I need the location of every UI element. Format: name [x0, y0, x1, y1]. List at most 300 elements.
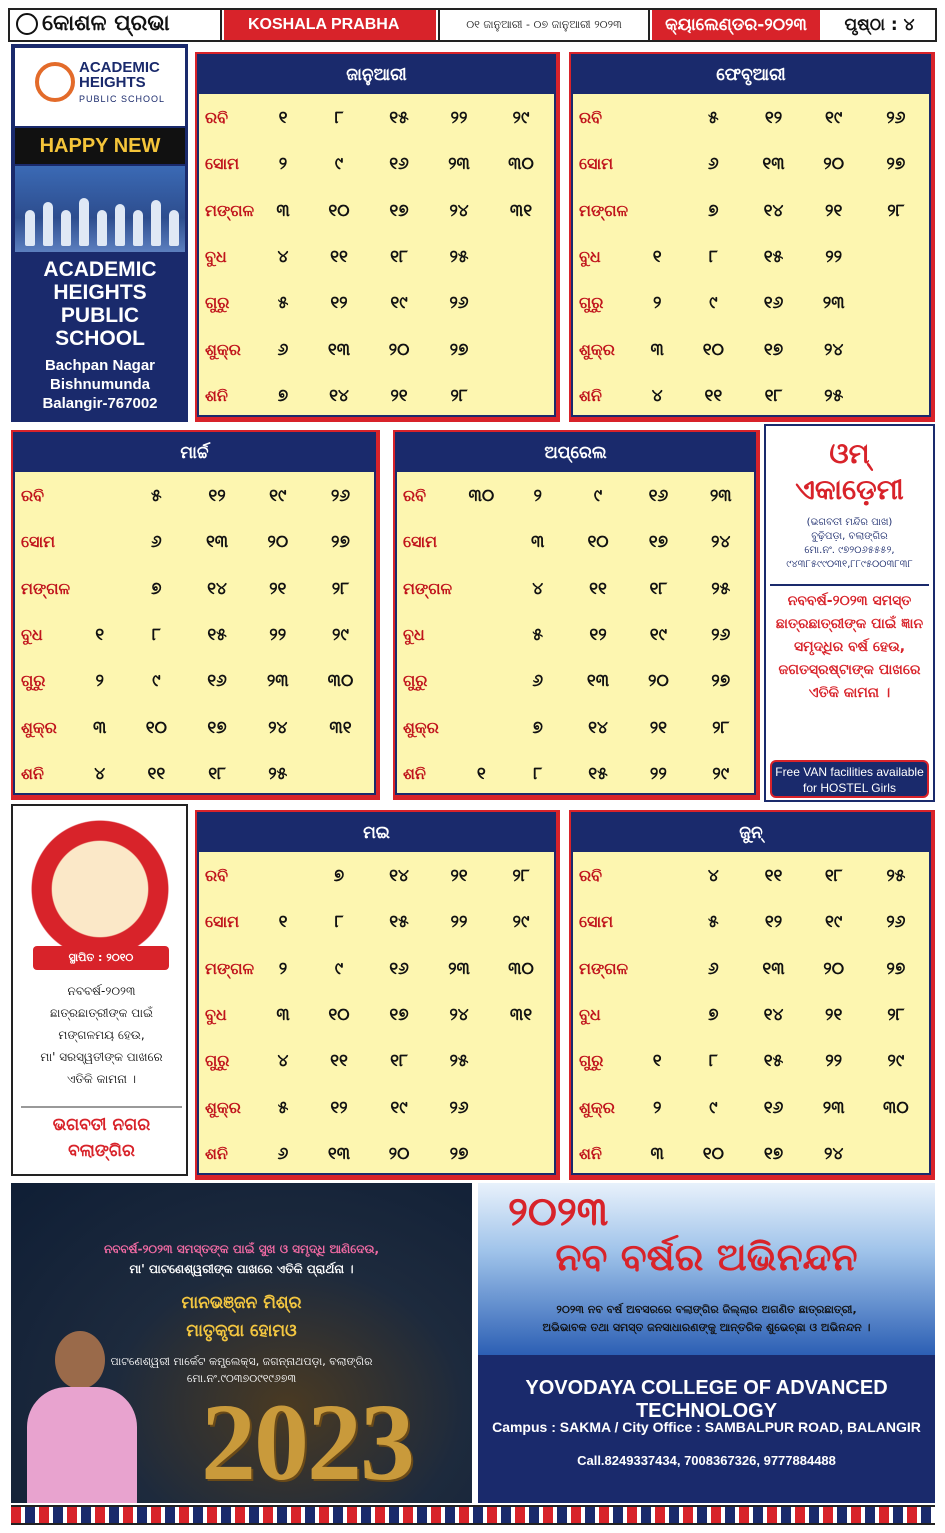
week-row	[199, 378, 554, 424]
date-cell: ୧୦	[328, 200, 350, 221]
date-cell: ୩୦	[468, 486, 495, 506]
mm-line1: ନବବର୍ଷ-୨୦୨୩ ସମସ୍ତଙ୍କ ପାଇଁ ସୁଖ ଓ ସମୃଦ୍ଧି ଆଣିଦେଉ,	[103, 1242, 380, 1256]
addr-line2: Bishnumunda	[50, 376, 150, 393]
date-cell: ୮	[708, 1051, 718, 1072]
week-row	[199, 100, 554, 146]
date-cell: ୬	[707, 154, 719, 175]
week-row	[573, 100, 929, 146]
date-cell: ୧୭	[648, 532, 668, 553]
date-cell: ୭	[151, 578, 162, 599]
week-row	[199, 997, 554, 1043]
date-cell: ୧୯	[649, 624, 668, 645]
weekday-label: ଶନି	[403, 763, 426, 783]
date-cell: ୧୩	[762, 154, 785, 175]
date-cell: ୧୫	[389, 912, 409, 933]
week-row	[573, 951, 929, 997]
date-cell: ୫	[277, 293, 289, 314]
date-cell: ୨୪	[824, 1143, 844, 1164]
weekday-label: ଗୁରୁ	[579, 1051, 604, 1071]
weekday-label: ଶୁକ୍ର	[21, 717, 57, 737]
weekday-label: ସୋମ	[403, 532, 438, 552]
date-cell: ୧୨	[764, 912, 783, 933]
date-cell: ୬	[277, 1143, 289, 1164]
week-row	[573, 332, 929, 378]
date-cell: ୨	[533, 486, 542, 506]
academy-address	[770, 516, 929, 572]
date-cell: ୪	[277, 246, 289, 267]
date-cell: ୧୮	[390, 1051, 408, 1072]
date-cell: ୧୫	[588, 763, 608, 784]
date-cell: ୨୬	[330, 486, 351, 506]
date-cell: ୨୭	[449, 1143, 469, 1164]
yc-title: ନବ ବର୍ଷର ଅଭିନନ୍ଦନ	[555, 1235, 858, 1279]
date-cell: ୨୧	[825, 1004, 843, 1025]
masthead-mark-icon	[16, 13, 38, 35]
date-cell: ୨୨	[825, 246, 843, 267]
issue-dates: ୦୧ ଜାନୁଆରୀ - ୦୭ ଜାନୁଆରୀ ୨୦୨୩	[438, 10, 650, 40]
date-cell: ୧୨	[589, 624, 607, 645]
week-row	[15, 663, 374, 709]
masthead-logo	[10, 10, 222, 40]
date-cell: ୧୩	[762, 958, 785, 979]
date-cell: ୯	[593, 486, 603, 506]
week-row	[573, 1136, 929, 1182]
weekday-label: ଶନି	[579, 385, 602, 405]
date-cell: ୧୭	[763, 339, 784, 360]
date-cell: ୨୦	[388, 1143, 410, 1164]
date-cell: ୧୫	[763, 246, 784, 267]
week-row	[199, 239, 554, 285]
date-cell: ୯	[709, 1097, 718, 1118]
date-cell: ୧୦	[328, 1004, 350, 1025]
college-campus: Campus : SAKMA / City Office : SAMBALPUR ROAD, BALANGIR	[492, 1419, 921, 1435]
week-row	[573, 378, 929, 424]
date-cell: ୨୪	[824, 339, 844, 360]
weekday-label: ମଙ୍ଗଳ	[205, 958, 255, 978]
date-cell: ୩୦	[327, 671, 354, 692]
month-march	[11, 430, 380, 800]
week-row	[15, 617, 374, 663]
date-cell: ୨୦	[823, 958, 845, 979]
weekday-label: ଶନି	[21, 763, 44, 783]
date-cell: ୧୧	[330, 1051, 348, 1072]
week-row	[199, 285, 554, 331]
mm-person-name: ମାନଭଞ୍ଜନ ମିଶ୍ର	[181, 1293, 302, 1313]
ad-vidya-bharati	[11, 804, 188, 1176]
month-title: ଫେବୃଆରୀ	[573, 56, 929, 94]
date-cell: ୭	[333, 866, 345, 886]
date-cell: ୧୯	[269, 486, 287, 506]
month-june	[569, 810, 935, 1180]
addr-line3: Balangir-767002	[42, 395, 158, 412]
date-cell: ୧	[652, 246, 662, 267]
date-cell: ୧୬	[648, 486, 669, 506]
date-cell: ୨୫	[886, 866, 906, 886]
date-cell: ୩୧	[329, 717, 352, 738]
school-address	[15, 356, 185, 413]
date-cell: ୯	[334, 154, 344, 175]
date-cell: ୨୧	[269, 578, 287, 599]
date-cell: ୯	[152, 671, 161, 692]
week-row	[397, 478, 754, 524]
vb-addr2: ବଲାଙ୍ଗିର	[68, 1141, 135, 1161]
week-row	[573, 1090, 929, 1136]
date-cell: ୨୬	[449, 1097, 469, 1118]
date-cell: ୨୬	[711, 624, 731, 645]
date-cell: ୧୦	[145, 717, 167, 738]
estd-ribbon: ସ୍ଥାପିତ : ୨୦୧୦	[33, 946, 169, 970]
masthead-title: କୋଶଳ ପ୍ରଭା	[42, 11, 170, 36]
week-row	[397, 710, 754, 756]
date-cell: ୨୧	[450, 866, 468, 886]
date-cell: ୧୯	[390, 1097, 408, 1118]
week-row	[573, 193, 929, 239]
happy-new-year-banner: HAPPY NEW	[15, 128, 185, 164]
date-cell: ୨୧	[390, 385, 408, 406]
date-cell: ୨୭	[449, 339, 469, 360]
decorative-border	[11, 1505, 935, 1525]
mm-addr1: ପାଟଣେଶ୍ୱରୀ ମାର୍କେଟ କମ୍ପ୍ଲେକ୍ସ, ଜଗନ୍ନାଥପଡ଼ା, ବଲାଙ୍ଗିର	[110, 1355, 373, 1368]
weekday-label: ରବି	[205, 108, 229, 127]
date-cell: ୨୦	[823, 154, 845, 175]
date-cell: ୩୦	[508, 958, 534, 979]
date-cell: ୨୮	[887, 200, 905, 221]
date-cell: ୨୫	[449, 1051, 469, 1072]
week-row	[199, 146, 554, 192]
school-logo-icon	[35, 62, 75, 102]
date-cell: ୨୫	[449, 246, 469, 267]
date-cell: ୩୦	[508, 154, 534, 175]
date-cell: ୭	[708, 200, 719, 221]
date-cell: ୬	[707, 958, 719, 979]
van-facility-badge	[770, 760, 929, 798]
page-header	[8, 8, 937, 42]
date-cell: ୨୩	[448, 958, 470, 979]
date-cell: ୧୮	[764, 385, 783, 406]
week-row	[199, 951, 554, 997]
date-cell: ୪	[94, 763, 106, 784]
month-february	[569, 52, 935, 422]
weekday-label: ଶୁକ୍ର	[579, 339, 615, 359]
week-row	[573, 1043, 929, 1089]
date-cell: ୧୨	[330, 293, 348, 314]
date-cell: ୨୭	[711, 671, 731, 692]
week-row	[397, 571, 754, 617]
month-title: ମଇ	[199, 814, 554, 852]
date-cell: ୨୯	[887, 1051, 905, 1072]
date-cell: ୨୪	[268, 717, 288, 738]
date-cell: ୧୬	[389, 958, 409, 979]
date-cell: ୧୪	[588, 717, 608, 738]
month-grid	[197, 54, 556, 417]
date-cell: ୫	[532, 624, 543, 645]
month-grid	[571, 812, 931, 1175]
weekday-label: ରବି	[579, 108, 603, 127]
logo-line1: ACADEMIC	[79, 59, 160, 76]
date-cell: ୧୩	[327, 339, 351, 360]
weekday-label: ମଙ୍ଗଳ	[579, 958, 629, 978]
week-row	[573, 904, 929, 950]
week-row	[15, 710, 374, 756]
mm-line2: ମା' ପାଟଣେଶ୍ୱରୀଙ୍କ ପାଖରେ ଏତିକି ପ୍ରାର୍ଥନା ।	[129, 1262, 354, 1276]
week-row	[199, 904, 554, 950]
week-row	[397, 663, 754, 709]
weekday-label: ବୁଧ	[205, 246, 227, 266]
date-cell: ୨୫	[824, 385, 844, 406]
ad-academic-heights	[11, 44, 188, 422]
date-cell: ୨୫	[711, 578, 731, 599]
month-title: ମାର୍ଚ୍ଚ	[15, 434, 374, 472]
date-cell: ୬	[277, 339, 289, 360]
date-cell: ୧୩	[205, 532, 229, 553]
date-cell: ୨	[95, 671, 104, 692]
date-cell: ୧୧	[589, 578, 607, 599]
date-cell: ୧୨	[764, 108, 783, 128]
date-cell: ୨୨	[649, 763, 667, 784]
date-cell: ୨୭	[886, 958, 906, 979]
date-cell: ୫	[151, 486, 162, 506]
month-grid	[197, 812, 556, 1175]
week-row	[199, 1090, 554, 1136]
weekday-label: ଗୁରୁ	[403, 671, 428, 691]
month-title: ଜୁନ୍	[573, 814, 929, 852]
date-cell: ୨୯	[712, 763, 730, 784]
date-cell: ୧୭	[763, 1143, 784, 1164]
academy-message: ନବବର୍ଷ-୨୦୨୩ ସମସ୍ତ ଛାତ୍ରଛାତ୍ରୀଙ୍କ ପାଇଁ ଜ୍ଞାନ ସମୃଦ୍ଧିର ବର୍ଷ ହେଉ, ଜଗତସ୍ରଷ୍ଟାଙ୍କ ପାଖରେ ଏତିକି କାମନା ।	[775, 593, 924, 701]
weekday-label: ରବି	[205, 866, 229, 885]
date-cell: ୨	[652, 293, 662, 314]
date-cell: ୮	[334, 912, 344, 933]
month-april	[393, 430, 760, 800]
date-cell: ୨୭	[331, 532, 350, 553]
date-cell: ୩୦	[883, 1097, 909, 1118]
week-row	[199, 1136, 554, 1182]
date-cell: ୧୬	[207, 671, 227, 692]
date-cell: ୬	[151, 532, 162, 553]
week-row	[573, 858, 929, 904]
mm-greeting	[21, 1239, 462, 1279]
date-cell: ୧୧	[764, 866, 783, 886]
date-cell: ୩୧	[509, 1004, 533, 1025]
date-cell: ୨୨	[450, 912, 468, 933]
date-cell: ୨୩	[709, 486, 732, 506]
date-cell: ୧୮	[649, 578, 668, 599]
mm-addr2: ମୋ.ନଂ.୯୦୩୭୦୯୧୯୬୭୩	[186, 1372, 297, 1385]
yc-msg1: ୨୦୨୩ ନବ ବର୍ଷ ଅବସରରେ ବଲାଙ୍ଗିର ଜିଲ୍ଲାର ଅଗଣିତ ଛାତ୍ରଛାତ୍ରୀ,	[556, 1303, 857, 1316]
weekday-label: ବୁଧ	[579, 246, 601, 266]
date-cell: ୨୩	[448, 154, 470, 175]
date-cell: ୧୫	[207, 624, 227, 645]
date-cell: ୧୭	[389, 200, 409, 221]
academy-phone1: ମୋ.ନଂ. ୯୭୨୦୬୫୫୫୨,	[804, 545, 895, 556]
weekday-label: ସୋମ	[205, 912, 240, 932]
yc-message	[484, 1301, 929, 1337]
students-photo	[15, 166, 185, 252]
date-cell: ୩୧	[509, 200, 533, 221]
week-row	[199, 193, 554, 239]
date-cell: ୨୦	[647, 671, 669, 692]
date-cell: ୪	[707, 866, 719, 886]
logo-line3: PUBLIC SCHOOL	[79, 94, 166, 104]
month-grid	[571, 54, 931, 417]
week-row	[15, 478, 374, 524]
weekday-label: ଗୁରୁ	[21, 671, 46, 691]
date-cell: ୧୩	[586, 671, 610, 692]
date-cell: ୧୧	[704, 385, 723, 406]
date-cell: ୭	[708, 1004, 719, 1025]
school-name: ACADEMIC HEIGHTS PUBLIC SCHOOL	[43, 258, 157, 350]
date-cell: ୨୩	[266, 671, 289, 692]
date-cell: ୨୭	[886, 154, 906, 175]
week-row	[199, 858, 554, 904]
page-number: ପୃଷ୍ଠା : ୪	[844, 15, 915, 35]
date-cell: ୧୮	[390, 246, 408, 267]
vb-msg5: ଏତିକି କାମନା ।	[66, 1072, 137, 1086]
date-cell: ୧୭	[207, 717, 227, 738]
date-cell: ୧	[476, 763, 486, 784]
weekday-label: ଶନି	[205, 1143, 228, 1163]
date-cell: ୪	[277, 1051, 289, 1072]
vb-addr1: ଭଗବତୀ ନଗର	[52, 1115, 151, 1135]
date-cell: ୩	[530, 532, 545, 553]
date-cell: ୮	[151, 624, 161, 645]
weekday-label: ମଙ୍ଗଳ	[579, 200, 629, 220]
date-cell: ୧୬	[389, 154, 409, 175]
weekday-label: ଗୁରୁ	[579, 293, 604, 313]
weekday-label: ବୁଧ	[21, 624, 43, 644]
academy-title	[766, 436, 933, 508]
weekday-label: ଶୁକ୍ର	[205, 339, 241, 359]
month-may	[195, 810, 560, 1180]
date-cell: ୧	[652, 1051, 662, 1072]
date-cell: ୧୩	[327, 1143, 351, 1164]
yc-msg2: ଅଭିଭାବକ ତଥା ସମସ୍ତ ଜନସାଧାରଣଙ୍କୁ ଆନ୍ତରିକ ଶୁଭେଚ୍ଛା ଓ ଅଭିନନ୍ଦନ ।	[542, 1321, 871, 1334]
date-cell: ୩	[93, 717, 107, 738]
date-cell: ୧୬	[763, 293, 784, 314]
masthead-name: KOSHALA PRABHA	[224, 10, 436, 40]
week-row	[573, 285, 929, 331]
date-cell: ୧୮	[208, 763, 226, 784]
date-cell: ୧୪	[763, 1004, 784, 1025]
date-cell: ୨୮	[450, 385, 468, 406]
divider	[21, 1106, 182, 1108]
date-cell: ୨୧	[649, 717, 668, 738]
date-cell: ୪	[651, 385, 663, 406]
vb-address	[17, 1112, 186, 1164]
date-cell: ୨୧	[825, 200, 843, 221]
month-title: ଅପ୍ରେଲ	[397, 434, 754, 472]
date-cell: ୨୦	[267, 532, 289, 553]
weekday-label: ବୁଧ	[403, 624, 425, 644]
date-cell: ୨୪	[711, 532, 731, 553]
week-row	[199, 1043, 554, 1089]
date-cell: ୧୫	[389, 108, 409, 128]
weekday-label: ଶନି	[205, 385, 228, 405]
date-cell: ୧୦	[702, 1143, 724, 1164]
week-row	[573, 146, 929, 192]
date-cell: ୧୪	[763, 200, 784, 221]
addr-line1: Bachpan Nagar	[44, 357, 156, 374]
logo-line2: HEIGHTS	[79, 74, 146, 91]
month-january	[195, 52, 560, 422]
vb-msg2: ଛାତ୍ରଛାତ୍ରୀଙ୍କ ପାଇଁ	[50, 1006, 153, 1020]
weekday-label: ରବି	[21, 486, 45, 505]
date-cell: ୪	[532, 578, 544, 599]
week-row	[15, 524, 374, 570]
weekday-label: ମଙ୍ଗଳ	[205, 200, 255, 220]
year-graphic: 2023	[201, 1381, 413, 1503]
date-cell: ୭	[532, 717, 543, 738]
mm-business-name: ମାତୃକୃପା ହୋମଓ	[186, 1321, 297, 1341]
date-cell: ୧୯	[825, 912, 843, 933]
date-cell: ୧୫	[763, 1051, 784, 1072]
date-cell: ୨୨	[825, 1051, 843, 1072]
college-phone: Call.8249337434, 7008367326, 9777884488	[577, 1453, 836, 1468]
saraswati-seal-icon	[25, 814, 175, 964]
weekday-label: ଗୁରୁ	[205, 1051, 230, 1071]
date-cell: ୨	[278, 958, 288, 979]
date-cell: ୧୦	[702, 339, 724, 360]
ad-yovodaya-college	[478, 1183, 935, 1503]
yc-year: ୨୦୨୩	[508, 1189, 609, 1235]
vb-message	[17, 980, 186, 1090]
vb-msg4: ମା' ସରସ୍ୱତୀଙ୍କ ପାଖରେ	[40, 1050, 163, 1064]
date-cell: ୮	[533, 763, 543, 784]
date-cell: ୧	[95, 624, 105, 645]
calendar-label: କ୍ୟାଲେଣ୍ଡର-୨୦୨୩	[652, 10, 820, 40]
date-cell: ୨୮	[331, 578, 350, 599]
date-cell: ୮	[708, 246, 718, 267]
date-cell: ୨୨	[269, 624, 287, 645]
van-line2: for HOSTEL Girls	[803, 781, 896, 795]
weekday-label: ରବି	[403, 486, 427, 505]
weekday-label: ଗୁରୁ	[205, 293, 230, 313]
weekday-label: ଶନି	[579, 1143, 602, 1163]
date-cell: ୨୯	[512, 108, 530, 128]
date-cell: ୨୩	[822, 1097, 845, 1118]
date-cell: ୨୬	[449, 293, 469, 314]
school-logo	[15, 48, 185, 126]
week-row	[397, 617, 754, 663]
weekday-label: ମଙ୍ଗଳ	[403, 578, 453, 598]
week-row	[15, 756, 374, 802]
date-cell: ୨	[278, 154, 288, 175]
weekday-label: ଶୁକ୍ର	[205, 1097, 241, 1117]
week-row	[397, 756, 754, 802]
date-cell: ୧୭	[389, 1004, 409, 1025]
academy-addr1: (ଭଗବତୀ ମନ୍ଦିର ପାଖ)	[806, 517, 893, 528]
date-cell: ୧୧	[330, 246, 348, 267]
date-cell: ୭	[277, 385, 289, 406]
weekday-label: ରବି	[579, 866, 603, 885]
date-cell: ୨	[652, 1097, 662, 1118]
weekday-label: ସୋମ	[579, 154, 614, 174]
weekday-label: ସୋମ	[21, 532, 56, 552]
weekday-label: ଶୁକ୍ର	[403, 717, 439, 737]
date-cell: ୧	[278, 108, 288, 128]
weekday-label: ସୋମ	[205, 154, 240, 174]
academy-title-line2: ଏକାଡ଼େମୀ	[795, 473, 904, 506]
date-cell: ୧୦	[587, 532, 609, 553]
date-cell: ୫	[708, 108, 719, 128]
date-cell: ୨୮	[512, 866, 530, 886]
week-row	[199, 332, 554, 378]
date-cell: ୩	[276, 200, 290, 221]
date-cell: ୫	[708, 912, 719, 933]
date-cell: ୧୨	[330, 1097, 348, 1118]
date-cell: ୩	[650, 339, 664, 360]
date-cell: ୧୪	[207, 578, 227, 599]
